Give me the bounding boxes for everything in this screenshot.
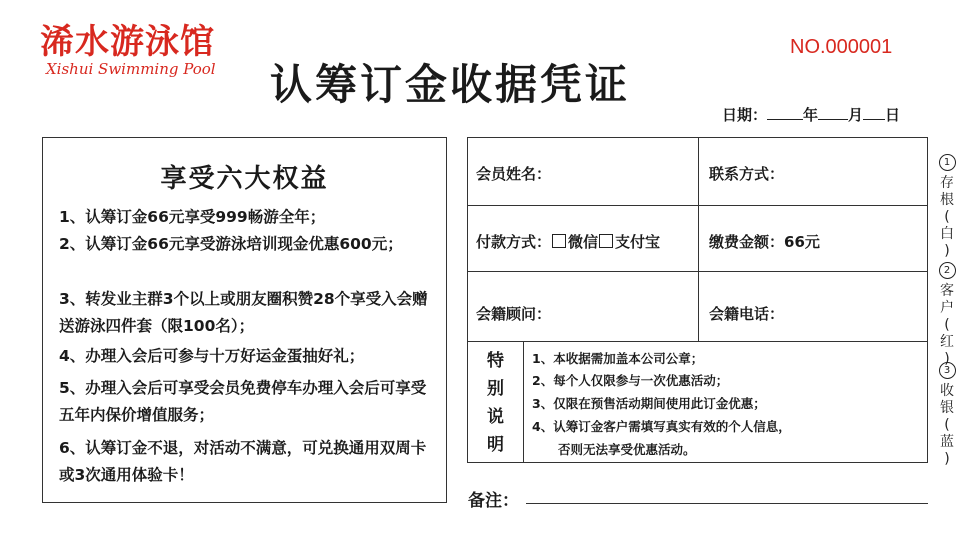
consultant-phone-field[interactable]: 会籍电话： (709, 305, 785, 323)
copy-label-char: ) (944, 243, 950, 259)
benefits-panel (42, 137, 447, 503)
consultant-field[interactable]: 会籍顾问： (476, 305, 552, 323)
copy-label-char: 根 (940, 192, 954, 208)
date-row (722, 104, 900, 125)
receipt-form (467, 137, 928, 463)
day-blank[interactable] (863, 105, 885, 120)
copy-label-char: 收 (940, 383, 954, 399)
wechat-label: 微信 (568, 233, 599, 251)
benefit-item: 6、认筹订金不退，对活动不满意，可兑换通用双周卡或3次通用体验卡！ (59, 439, 427, 484)
special-heading-char: 特 (487, 351, 504, 371)
member-name-field[interactable]: 会员姓名： (476, 165, 552, 183)
serial-number: NO.000001 (790, 36, 893, 58)
month-label: 月 (848, 106, 864, 124)
benefit-item: 1、认筹订金66元享受999畅游全年； (59, 208, 326, 226)
benefit-item: 4、办理入会后可参与十万好运金蛋抽好礼； (59, 347, 365, 365)
copy-label-char: ( (944, 417, 950, 433)
benefit-item: 2、认筹订金66元享受游泳培训现金优惠600元； (59, 235, 403, 253)
remark-field[interactable] (526, 503, 928, 504)
copy-label (940, 383, 954, 468)
special-notes-heading (468, 344, 523, 462)
alipay-label: 支付宝 (615, 233, 661, 251)
copy-label-char: ) (944, 451, 950, 467)
alipay-checkbox[interactable] (599, 234, 613, 248)
copy-stub (934, 154, 960, 260)
copy-label-char: 客 (940, 283, 954, 299)
special-note: 2、每个人仅限参与一次优惠活动； (532, 373, 729, 388)
copy-label-char: ( (944, 209, 950, 225)
special-note: 1、本收据需加盖本公司公章； (532, 351, 704, 366)
benefit-item: 5、办理入会后可享受会员免费停车办理入会后可享受五年内保价增值服务； (59, 379, 427, 424)
logo-english: Xishui Swimming Pool (46, 60, 216, 78)
date-label: 日期： (722, 106, 768, 124)
copy-label-char: 存 (940, 175, 954, 191)
copy-label (940, 175, 954, 260)
copy-customer (934, 262, 960, 368)
row-divider (468, 341, 927, 342)
copy-cashier (934, 362, 960, 468)
copy-label-char: 银 (940, 400, 954, 416)
special-note: 否则无法享受优惠活动。 (558, 442, 696, 457)
copy-label-char: 蓝 (940, 434, 954, 450)
copy-label-char: ) (944, 351, 950, 367)
copy-label-char: 红 (940, 334, 954, 350)
logo-chinese: 浠水游泳馆 (40, 22, 215, 62)
copy-number: 1 (939, 154, 956, 171)
special-heading-char: 别 (487, 379, 504, 399)
benefits-title: 享受六大权益 (160, 164, 329, 194)
copy-label (940, 283, 954, 368)
document-title: 认筹订金收据凭证 (270, 60, 631, 109)
column-divider (523, 341, 524, 462)
special-note: 3、仅限在预售活动期间使用此订金优惠； (532, 396, 766, 411)
contact-field[interactable]: 联系方式： (709, 165, 785, 183)
year-blank[interactable] (767, 105, 803, 120)
special-note: 4、认筹订金客户需填写真实有效的个人信息， (532, 419, 791, 434)
day-label: 日 (885, 106, 901, 124)
year-label: 年 (803, 106, 819, 124)
copy-number: 3 (939, 362, 956, 379)
column-divider (698, 138, 699, 341)
special-heading-char: 说 (487, 407, 504, 427)
copy-label-char: 白 (940, 226, 954, 242)
amount-field: 缴费金额：66元 (709, 233, 820, 251)
month-blank[interactable] (818, 105, 848, 120)
benefit-item: 3、转发业主群3个以上或朋友圈积赞28个享受入会赠送游泳四件套（限100名）； (59, 290, 428, 335)
copy-number: 2 (939, 262, 956, 279)
copy-label-char: ( (944, 317, 950, 333)
remark-label: 备注： (468, 491, 519, 511)
wechat-checkbox[interactable] (552, 234, 566, 248)
special-heading-char: 明 (487, 435, 504, 455)
payment-method-field (476, 231, 660, 252)
payment-method-label: 付款方式： (476, 233, 552, 251)
copy-label-char: 户 (940, 300, 954, 316)
